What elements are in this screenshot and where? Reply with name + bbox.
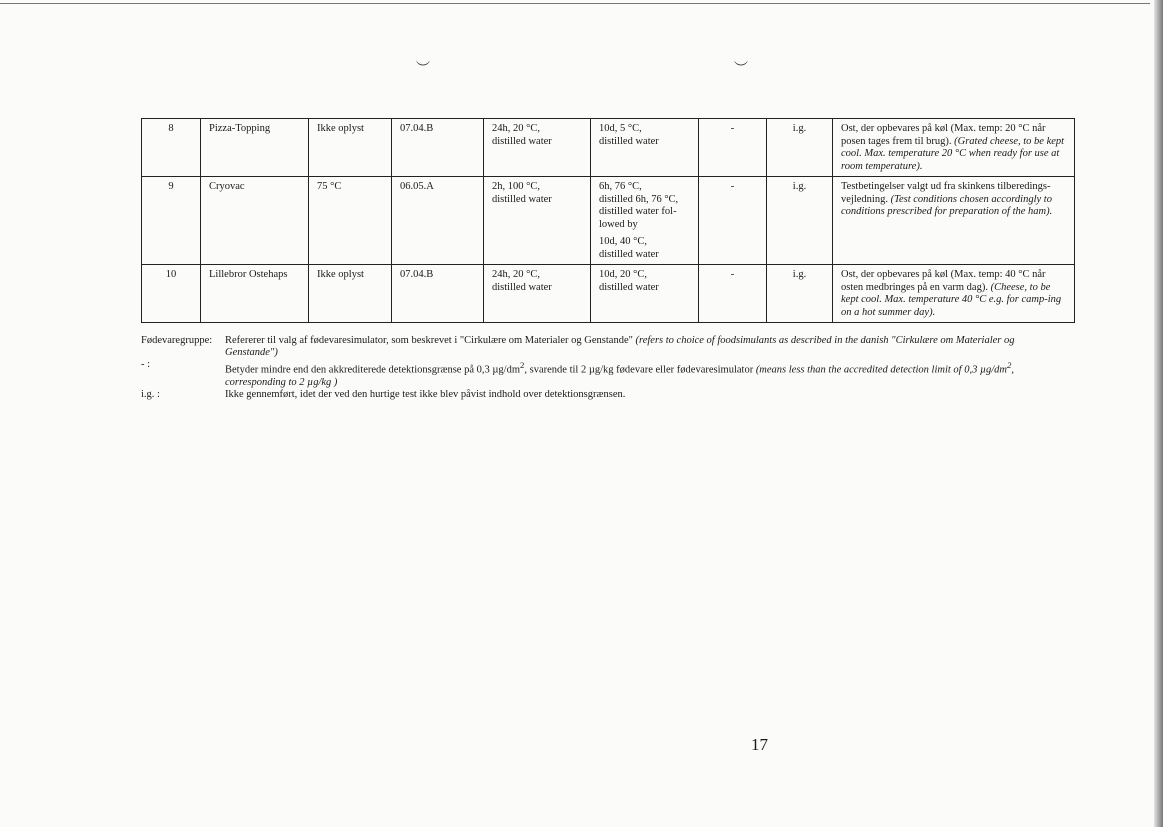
footnote-text: Refererer til valg af fødevaresimulator, som beskrevet i "Cirkulære om Materialer og Genstande" [225, 335, 633, 346]
cell-line: lowed by [599, 218, 638, 230]
cell-line: 2h, 100 °C, [492, 181, 540, 192]
footnotes [141, 335, 1061, 401]
temperature: Ikke oplyst [309, 265, 392, 323]
quick-test-value: i.g. [767, 265, 833, 323]
footnote-translation: (refers to choice of foodsimulants as described in the danish "Cirkulære om Materialer og Genstande") [225, 335, 1015, 358]
test-condition-2b [599, 236, 690, 261]
cell-line: 6h, 76 °C, [599, 181, 642, 192]
comment [833, 265, 1075, 323]
cell-line: distilled water [492, 281, 552, 293]
cell-line: distilled water [599, 248, 659, 260]
temperature: 75 °C [309, 177, 392, 265]
results-table [141, 118, 1075, 323]
footnote-key: - : [141, 359, 151, 370]
cell-line: distilled water [492, 135, 552, 147]
footnote-text: Betyder mindre end den akkrediterede detektionsgrænse på 0,3 µg/dm [225, 364, 521, 376]
footnote-translation: , [1011, 364, 1015, 376]
cell-line: 24h, 20 °C, [492, 269, 540, 280]
food-group: 07.04.B [392, 265, 484, 323]
cell-line: 10d, 40 °C, [599, 236, 647, 247]
cell-line: 10d, 5 °C, [599, 123, 642, 134]
comment-text: Ost, der opbevares på køl (Max. temp: 20 °C når posen tages frem til brug). [841, 123, 1046, 147]
temperature: Ikke oplyst [309, 119, 392, 177]
footnote-ig [141, 389, 1061, 401]
test-condition-1 [484, 119, 591, 177]
footnote-key: Fødevaregruppe: [141, 335, 213, 346]
table-row [142, 265, 1075, 323]
row-number: 8 [142, 119, 201, 177]
footnote-translation: (means less than the accredited detection limit of 0,3 µg/dm [755, 364, 1008, 376]
result-value: - [699, 265, 767, 323]
footnote-superscript: 2 [520, 360, 525, 370]
footnote-text: , svarende til 2 µg/kg fødevare eller fødevaresimulator [524, 364, 754, 376]
comment-text: Ost, der opbevares på køl (Max. temp: 40 °C når osten medbringes på en varm dag). [841, 269, 1046, 293]
comment [833, 119, 1075, 177]
cell-line: 24h, 20 °C, [492, 123, 540, 134]
page-number: 17 [751, 735, 768, 754]
product-name: Lillebror Ostehaps [201, 265, 309, 323]
footnote-foodgroup [141, 335, 1061, 359]
test-condition-2 [591, 119, 699, 177]
product-name: Cryovac [201, 177, 309, 265]
test-condition-1 [484, 265, 591, 323]
row-number: 10 [142, 265, 201, 323]
footnote-key: i.g. : [141, 388, 160, 400]
product-name: Pizza-Topping [201, 119, 309, 177]
quick-test-value: i.g. [767, 177, 833, 265]
footnote-text: Ikke gennemført, idet der ved den hurtige test ikke blev påvist indhold over detektionsgrænsen. [225, 388, 626, 400]
comment-translation: (Cheese, to be kept cool. Max. temperature 40 °C e.g. for camp-ing on a hot summer day). [841, 281, 1062, 318]
cell-line: distilled water [599, 135, 659, 147]
scan-border-line [0, 3, 1150, 4]
comment-translation: (Test conditions chosen accordingly to conditions prescribed for preparation of the ham). [841, 193, 1053, 217]
food-group: 06.05.A [392, 177, 484, 265]
scan-page-edge [1154, 0, 1163, 827]
cell-line: distilled 6h, 76 °C, [599, 193, 679, 205]
footnote-translation: corresponding to 2 µg/kg ) [225, 376, 338, 388]
scan-artifact: ︶ [416, 62, 430, 77]
footnote-dash [141, 359, 1061, 389]
footnote-superscript: 2 [1007, 360, 1012, 370]
test-condition-2 [591, 265, 699, 323]
result-value: - [699, 177, 767, 265]
table-body [142, 119, 1075, 323]
result-value: - [699, 119, 767, 177]
comment [833, 177, 1075, 265]
test-condition-1 [484, 177, 591, 265]
test-condition-2 [591, 177, 699, 265]
comment-translation: (Grated cheese, to be kept cool. Max. temperature 20 °C when ready for use at room temperature). [841, 135, 1065, 172]
scan-artifact: ︶ [734, 62, 748, 77]
quick-test-value: i.g. [767, 119, 833, 177]
cell-line: distilled water [492, 193, 552, 205]
cell-line: distilled water [599, 281, 659, 293]
cell-line: 10d, 20 °C, [599, 269, 647, 280]
table-row [142, 119, 1075, 177]
table-row [142, 177, 1075, 265]
row-number: 9 [142, 177, 201, 265]
cell-line: distilled water fol- [599, 206, 677, 217]
food-group: 07.04.B [392, 119, 484, 177]
comment-text: Testbetingelser valgt ud fra skinkens tilberedings-vejledning. [841, 181, 1051, 205]
